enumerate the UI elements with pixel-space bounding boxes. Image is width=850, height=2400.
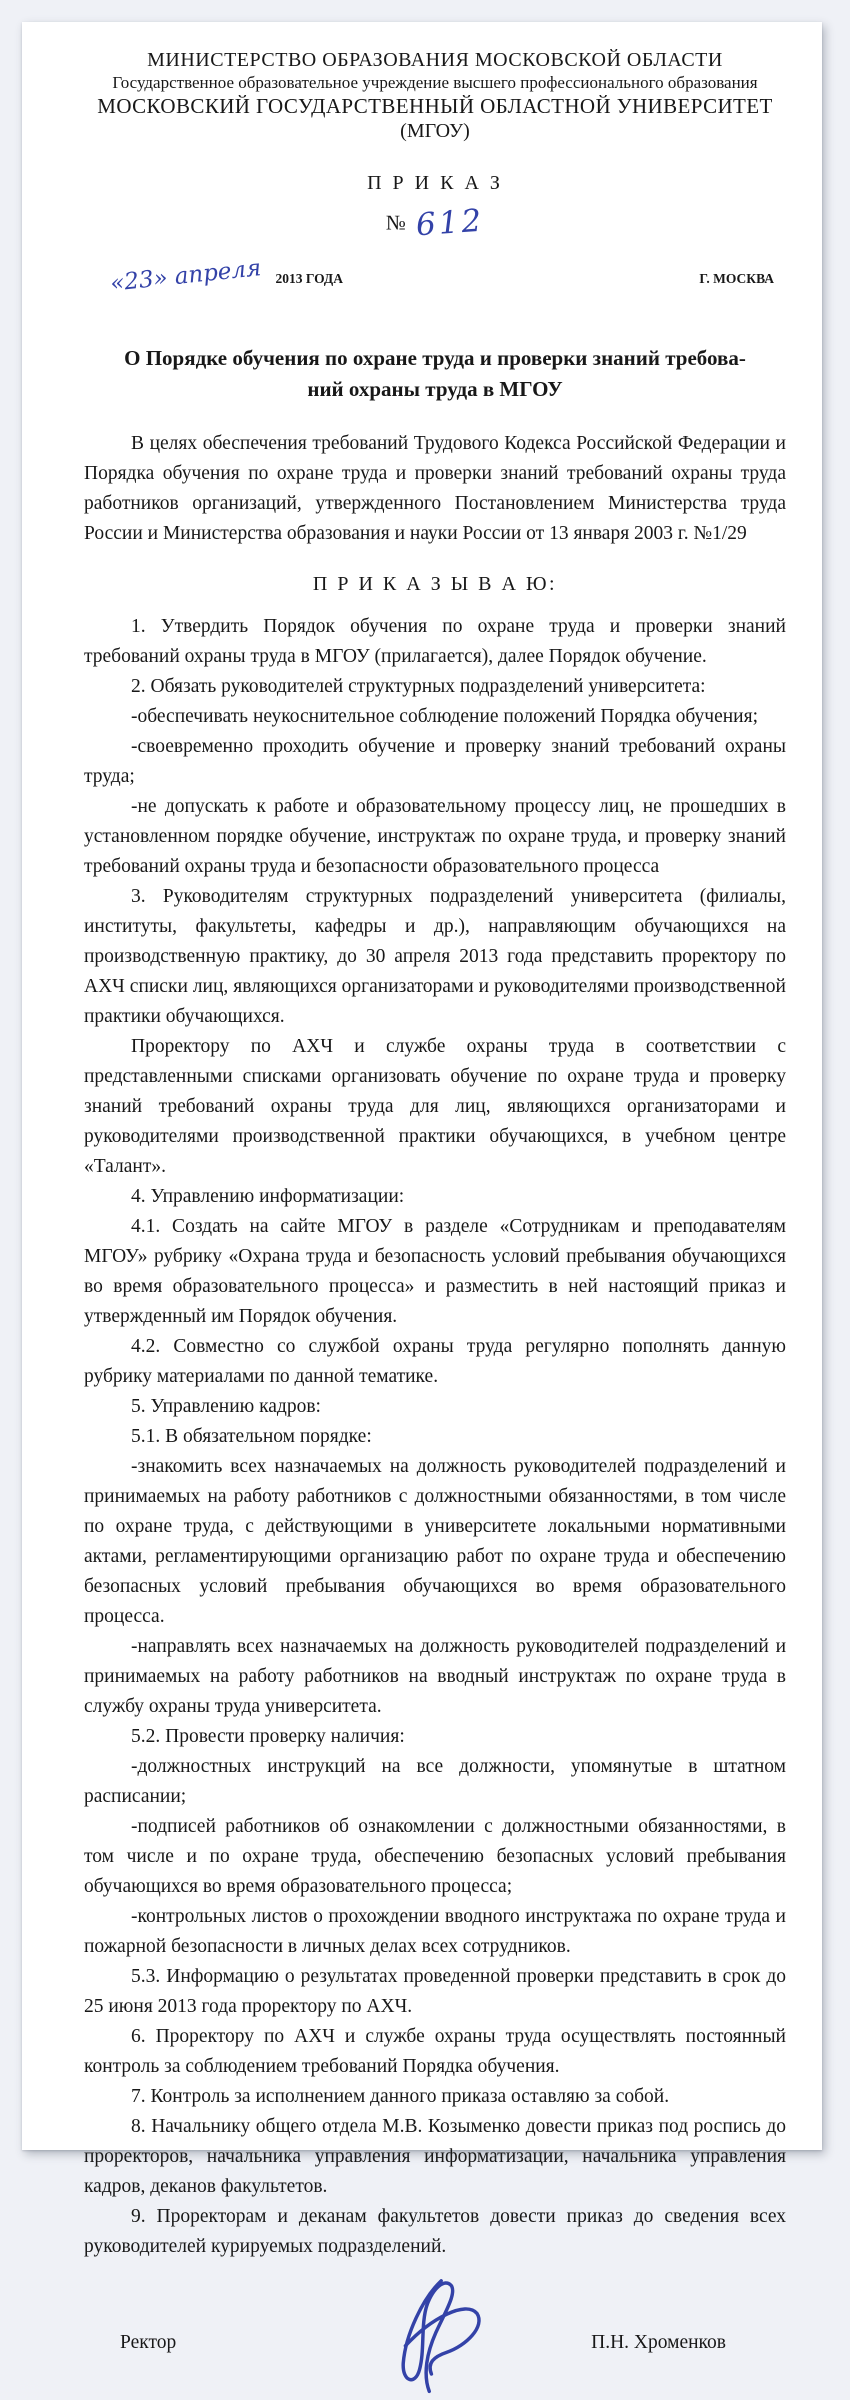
- order-paragraph: 8. Начальнику общего отдела М.В. Козыменко довести приказ под роспись до проректоров, начальника управления информатизации, начальника управления кадров, деканов факультетов.: [84, 2116, 786, 2197]
- order-body: [84, 612, 786, 2262]
- institution-type: Государственное образовательное учреждение высшего профессионального образования: [112, 73, 758, 92]
- document-type-heading: П Р И К А З: [367, 172, 503, 194]
- order-paragraph: -не допускать к работе и образовательному процессу лиц, не прошедших в установленном порядке обучение, инструктаж по охране труда, и проверку знаний требований охраны труда и безопасности образовательного процесса: [84, 796, 786, 877]
- letterhead: [84, 48, 786, 143]
- order-paragraph: 4.2. Совместно со службой охраны труда регулярно пополнять данную рубрику материалами по данной тематике.: [84, 1336, 786, 1387]
- order-paragraph: -обеспечивать неукоснительное соблюдение положений Порядка обучения;: [131, 706, 758, 727]
- number-sign: №: [385, 210, 406, 235]
- document-page: [22, 22, 822, 2353]
- city-label: Г. МОСКВА: [699, 271, 774, 286]
- order-paragraph: -своевременно проходить обучение и проверку знаний требований охраны труда;: [84, 736, 786, 787]
- order-paragraph: 3. Руководителям структурных подразделений университета (филиалы, институты, факультеты, кафедры и др.), направляющим обучающихся на производственную практику, до 30 апреля 2013 года представить проректору по АХЧ списки лиц, являющихся организаторами и руководителями производственной практики обучающихся.: [84, 886, 786, 1027]
- order-paragraph: 2. Обязать руководителей структурных подразделений университета:: [131, 676, 706, 697]
- order-keyword: П Р И К А З Ы В А Ю:: [312, 573, 558, 595]
- order-paragraph: -знакомить всех назначаемых на должность руководителей подразделений и принимаемых на работу работников с должностными обязанностями, в том числе по охране труда, с действующими в университете локальными нормативными актами, регламентирующими организацию работ по охране труда и обеспечению безопасных условий пребывания обучающихся во время образовательного процесса.: [84, 1456, 786, 1627]
- order-paragraph: 7. Контроль за исполнением данного приказа оставляю за собой.: [131, 2086, 670, 2107]
- order-title: [84, 343, 786, 405]
- order-paragraph: 5.3. Информацию о результатах проведенной проверки представить в срок до 25 июня 2013 года проректору по АХЧ.: [84, 1966, 786, 2017]
- order-paragraph: -должностных инструкций на все должности, упомянутые в штатном расписании;: [84, 1756, 786, 1807]
- handwritten-signature-icon: [374, 2270, 504, 2400]
- order-number-line: [84, 202, 786, 244]
- signer-name: П.Н. Хроменков: [591, 2332, 726, 2353]
- handwritten-date: «23» апреля: [109, 255, 263, 297]
- order-paragraph: 1. Утвердить Порядок обучения по охране труда и проверки знаний требований охраны труда в МГОУ (прилагается), далее Порядок обучение.: [84, 616, 786, 667]
- date-and-city-row: [84, 255, 786, 297]
- order-paragraph: 5.2. Провести проверку наличия:: [131, 1726, 405, 1747]
- handwritten-order-number: 612: [414, 202, 486, 244]
- order-paragraph: 9. Проректорам и деканам факультетов довести приказ до сведения всех руководителей курируемых подразделений.: [84, 2206, 786, 2257]
- order-paragraph: -подписей работников об ознакомлении с должностными обязанностями, в том числе и по охране труда, обеспечению безопасных условий пребывания обучающихся во время образовательного процесса;: [84, 1816, 786, 1897]
- order-paragraph: 5.1. В обязательном порядке:: [131, 1426, 372, 1447]
- printed-year: 2013 ГОДА: [275, 271, 343, 286]
- ministry-name: МИНИСТЕРСТВО ОБРАЗОВАНИЯ МОСКОВСКОЙ ОБЛАСТИ: [147, 49, 723, 71]
- date-group: [109, 255, 343, 297]
- order-paragraph: 6. Проректору по АХЧ и службе охраны труда осуществлять постоянный контроль за соблюдением требований Порядка обучения.: [84, 2026, 786, 2077]
- signature-block: [84, 2332, 786, 2376]
- order-paragraph: -направлять всех назначаемых на должность руководителей подразделений и принимаемых на работу работников на вводный инструктаж по охране труда в службу охраны труда университета.: [84, 1636, 786, 1717]
- order-title-line2: ний охраны труда в МГОУ: [307, 377, 563, 401]
- order-paragraph: Проректору по АХЧ и службе охраны труда в соответствии с представленными списками организовать обучение по охране труда и проверку знаний требований охраны труда для лиц, являющихся организаторами и руководителями производственной практики обучающихся, в учебном центре «Талант».: [84, 1036, 786, 1177]
- order-paragraph: 5. Управлению кадров:: [131, 1396, 321, 1417]
- signer-role: Ректор: [120, 2332, 177, 2353]
- order-paragraph: 4.1. Создать на сайте МГОУ в разделе «Сотрудникам и преподавателям МГОУ» рубрику «Охрана труда и безопасность условий пребывания обучающихся во время образовательного процесса» и разместить в ней настоящий приказ и утвержденный им Порядок обучения.: [84, 1216, 786, 1327]
- order-paragraph: -контрольных листов о прохождении вводного инструктажа по охране труда и пожарной безопасности в личных делах всех сотрудников.: [84, 1906, 786, 1957]
- university-name: МОСКОВСКИЙ ГОСУДАРСТВЕННЫЙ ОБЛАСТНОЙ УНИВЕРСИТЕТ: [97, 94, 773, 118]
- order-title-line1: О Порядке обучения по охране труда и проверки знаний требова-: [124, 346, 746, 370]
- document-content: [22, 22, 822, 2376]
- university-abbreviation: (МГОУ): [400, 120, 470, 142]
- order-paragraph: 4. Управлению информатизации:: [131, 1186, 405, 1207]
- preamble-paragraph: В целях обеспечения требований Трудового Кодекса Российской Федерации и Порядка обучения по охране труда и проверки знаний требований охраны труда работников организаций, утвержденного Постановлением Министерства труда России и Министерства образования и науки России от 13 января 2003 г. №1/29: [84, 433, 786, 544]
